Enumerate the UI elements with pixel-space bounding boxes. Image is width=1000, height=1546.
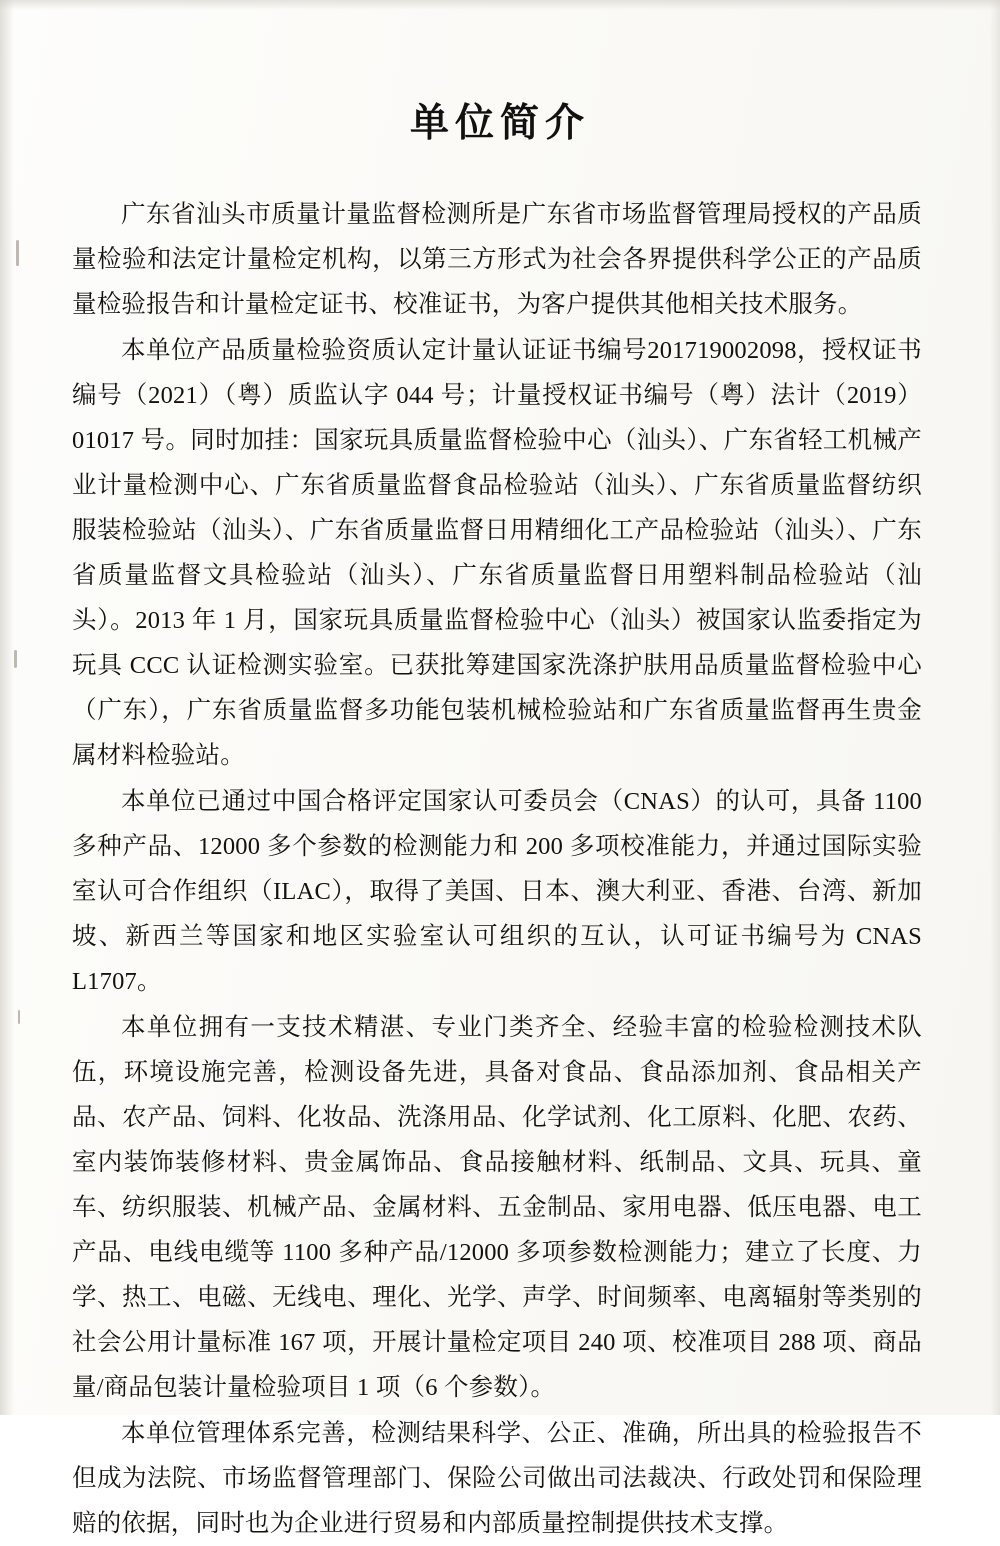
paragraph-4: 本单位拥有一支技术精湛、专业门类齐全、经验丰富的检验检测技术队伍，环境设施完善，检测设备先进，具备对食品、食品添加剂、食品相关产品、农产品、饲料、化妆品、洗涤用品、化学试剂、化工原料、化肥、农药、室内装饰装修材料、贵金属饰品、食品接触材料、纸制品、文具、玩具、童车、纺织服装、机械产品、金属材料、五金制品、家用电器、低压电器、电工产品、电线电缆等 1100 多种产品/12000 多项参数检测能力；建立了长度、力学、热工、电磁、无线电、理化、光学、声学、时间频率、电离辐射等类别的社会公用计量标准 167 项，开展计量检定项目 240 项、校准项目 288 项、商品量/商品包装计量检验项目 1 项（6 个参数）。 bbox=[72, 1014, 922, 1401]
paragraph-3: 本单位已通过中国合格评定国家认可委员会（CNAS）的认可，具备 1100 多种产品、12000 多个参数的检测能力和 200 多项校准能力，并通过国际实验室认可合作组织（ILAC），取得了美国、日本、澳大利亚、香港、台湾、新加坡、新西兰等国家和地区实验室认可组织的互认，认可证书编号为 CNAS L1707。 bbox=[72, 788, 922, 995]
paragraph-2: 本单位产品质量检验资质认定计量认证证书编号201719002098，授权证书编号（2021）（粤）质监认字 044 号；计量授权证书编号（粤）法计（2019）01017 号。同时加挂：国家玩具质量监督检验中心（汕头）、广东省轻工机械产业计量检测中心、广东省质量监督食品检验站（汕头）、广东省质量监督纺织服装检验站（汕头）、广东省质量监督日用精细化工产品检验站（汕头）、广东省质量监督文具检验站（汕头）、广东省质量监督日用塑料制品检验站（汕头）。2013 年 1 月，国家玩具质量监督检验中心（汕头）被国家认监委指定为玩具 CCC 认证检测实验室。已获批筹建国家洗涤护肤用品质量监督检验中心（广东），广东省质量监督多功能包装机械检验站和广东省质量监督再生贵金属材料检验站。 bbox=[72, 337, 922, 769]
page-title: 单位简介 bbox=[409, 100, 590, 146]
paragraph-5: 本单位管理体系完善，检测结果科学、公正、准确，所出具的检验报告不但成为法院、市场监督管理部门、保险公司做出司法裁决、行政处罚和保险理赔的依据，同时也为企业进行贸易和内部质量控制提供技术支撑。 bbox=[72, 1420, 922, 1537]
document-body bbox=[0, 192, 1000, 1546]
paragraph-1: 广东省汕头市质量计量监督检测所是广东省市场监督管理局授权的产品质量检验和法定计量检定机构，以第三方形式为社会各界提供科学公正的产品质量检验报告和计量检定证书、校准证书，为客户提供其他相关技术服务。 bbox=[72, 201, 922, 318]
